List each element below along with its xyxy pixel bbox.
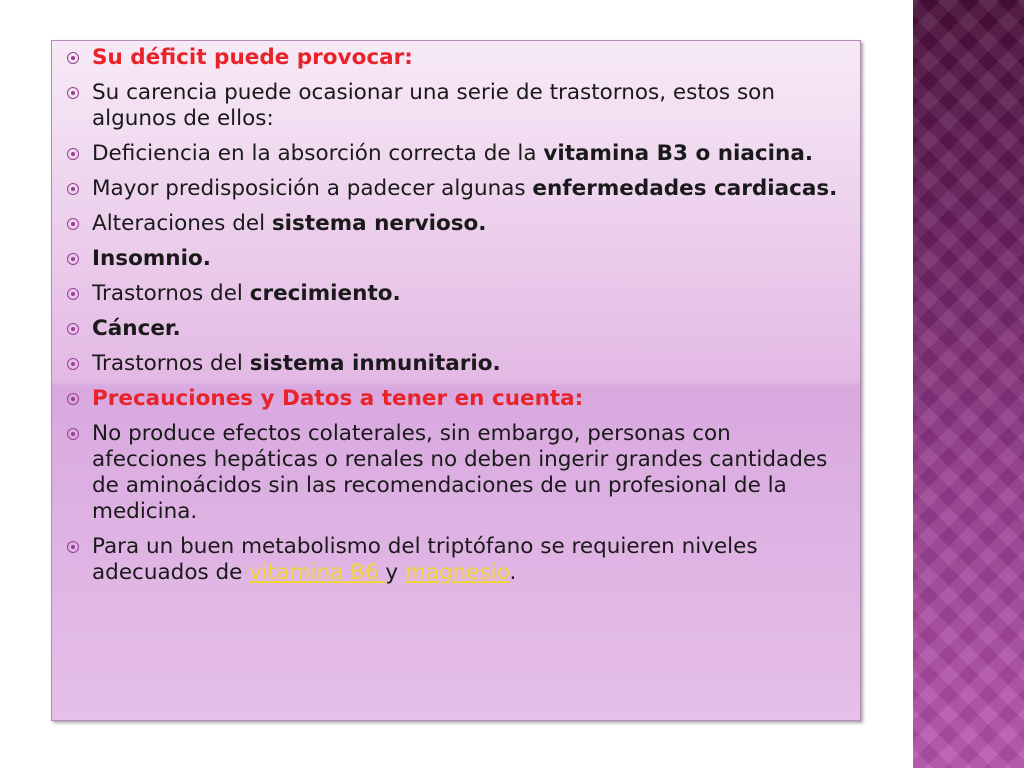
circled-dot-bullet-icon — [67, 393, 79, 405]
item-bold-text: Cáncer. — [92, 316, 181, 341]
item-bold-text: crecimiento. — [249, 281, 401, 306]
item-text: Trastornos del — [92, 281, 250, 306]
item-text: Trastornos del — [92, 351, 250, 376]
list-item — [64, 534, 850, 586]
circled-dot-bullet-icon — [67, 358, 79, 370]
list-item — [64, 246, 850, 272]
list-item — [64, 386, 850, 412]
item-text: y — [385, 560, 405, 585]
circled-dot-bullet-icon — [67, 541, 79, 553]
item-bold-text: sistema inmunitario. — [249, 351, 501, 376]
item-text: . — [509, 560, 517, 585]
list-item — [64, 421, 850, 525]
circled-dot-bullet-icon — [67, 87, 79, 99]
list-item — [64, 80, 850, 132]
list-item — [64, 211, 850, 237]
circled-dot-bullet-icon — [67, 323, 79, 335]
list-item — [64, 316, 850, 342]
decorative-side-band — [913, 0, 1024, 768]
item-text: Deficiencia en la absorción correcta de la — [92, 141, 544, 166]
vitamin-b6-link[interactable]: vitamina B6 — [249, 560, 386, 585]
bullet-list — [64, 45, 850, 586]
magnesium-link[interactable]: magnesio — [404, 560, 510, 585]
item-text: Para un buen metabolismo del triptófano se requieren niveles adecuados de — [92, 534, 758, 585]
item-bold-text: vitamina B3 o niacina. — [543, 141, 814, 166]
item-text: Alteraciones del — [92, 211, 272, 236]
circled-dot-bullet-icon — [67, 52, 79, 64]
circled-dot-bullet-icon — [67, 253, 79, 265]
item-text: Mayor predisposición a padecer algunas — [92, 176, 533, 201]
item-bold-text: sistema nervioso. — [271, 211, 487, 236]
content-box — [51, 40, 861, 721]
circled-dot-bullet-icon — [67, 288, 79, 300]
item-bold-text: enfermedades cardiacas. — [532, 176, 838, 201]
item-text: Su carencia puede ocasionar una serie de trastornos, estos son algunos de ellos: — [92, 80, 775, 131]
list-item — [64, 281, 850, 307]
item-bold-text: Insomnio. — [92, 246, 211, 271]
list-item — [64, 176, 850, 202]
item-text: No produce efectos colaterales, sin embargo, personas con afecciones hepáticas o renales no deben ingerir grandes cantidades de aminoácidos sin las recomendaciones de un profesional de la medicina. — [92, 421, 828, 524]
circled-dot-bullet-icon — [67, 183, 79, 195]
list-item — [64, 45, 850, 71]
circled-dot-bullet-icon — [67, 428, 79, 440]
list-item — [64, 141, 850, 167]
circled-dot-bullet-icon — [67, 148, 79, 160]
list-item — [64, 351, 850, 377]
circled-dot-bullet-icon — [67, 218, 79, 230]
section-heading: Precauciones y Datos a tener en cuenta: — [92, 386, 584, 411]
section-heading: Su déficit puede provocar: — [92, 45, 413, 70]
